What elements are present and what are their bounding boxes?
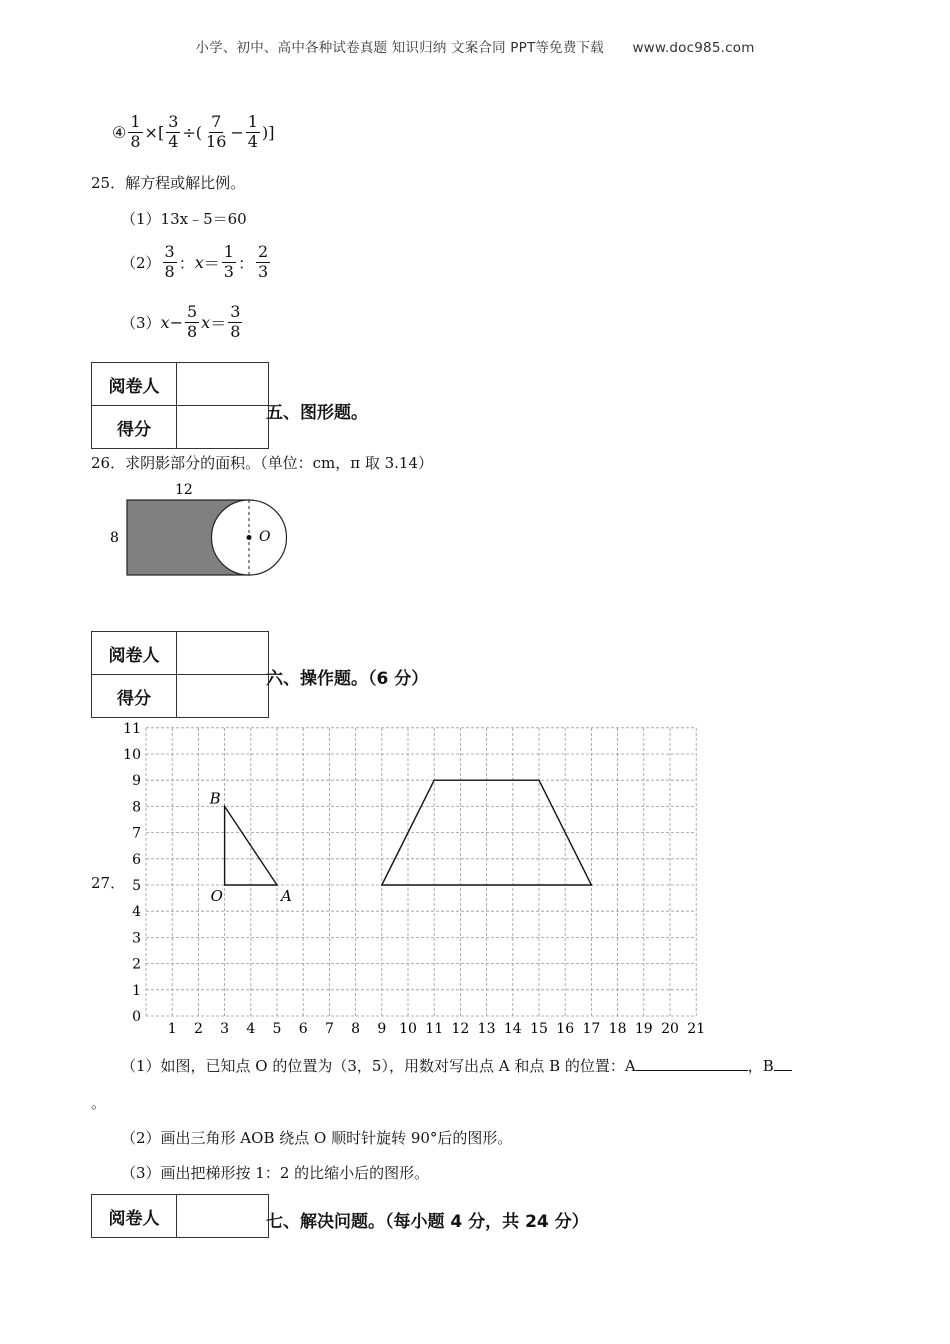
equals: ＝ (203, 253, 220, 273)
numerator: 1 (130, 112, 141, 131)
section5-heading: 五、图形题。 (266, 403, 368, 423)
item-marker: ④ (112, 122, 127, 142)
x-tick-label: 20 (661, 1021, 679, 1036)
colon: ： (178, 253, 195, 273)
q25-part1: （1）13x﹣5＝60 (121, 210, 247, 228)
part-label: （2） (121, 253, 161, 272)
numerator: 2 (258, 242, 269, 261)
y-tick-label: 4 (132, 904, 141, 921)
x-tick-label: 16 (556, 1021, 575, 1036)
point-label-b: B (209, 789, 221, 808)
numerator: 5 (186, 302, 198, 321)
answer-blank-b[interactable] (774, 1056, 792, 1071)
q27-part1-end: 。 (91, 1094, 107, 1112)
x-tick-label: 11 (425, 1021, 444, 1036)
x-tick-label: 9 (377, 1021, 387, 1036)
fraction (204, 114, 228, 151)
y-tick-label: 8 (132, 799, 141, 816)
score-label: 得分 (92, 406, 177, 449)
q27-part2: （2）画出三角形 AOB 绕点 O 顺时针旋转 90°后的图形。 (121, 1129, 513, 1147)
variable-x: x (194, 252, 204, 272)
denominator: 4 (168, 131, 179, 151)
y-tick-label: 5 (132, 878, 141, 894)
answer-blank-a[interactable] (636, 1056, 748, 1071)
y-tick-label: 7 (132, 825, 141, 842)
fraction (185, 304, 199, 341)
x-tick-label: 14 (503, 1021, 522, 1036)
numerator: 7 (211, 112, 222, 131)
q25-title: 25．解方程或解比例。 (91, 174, 246, 192)
width-label: 12 (175, 482, 193, 498)
x-tick-label: 1 (167, 1021, 177, 1036)
x-tick-label: 4 (246, 1021, 256, 1036)
grid-lines (146, 728, 696, 1016)
operator: − (230, 122, 244, 142)
shaded-area-figure (105, 478, 295, 582)
denominator: 3 (258, 261, 269, 281)
y-tick-label: 3 (132, 930, 141, 947)
fraction (128, 114, 142, 151)
reviewer-field[interactable] (177, 1195, 269, 1238)
score-field[interactable] (177, 675, 269, 718)
q24-item4-expression (112, 114, 274, 151)
y-tick-label: 0 (132, 1009, 141, 1025)
fraction (246, 114, 260, 151)
denominator: 4 (247, 131, 258, 151)
section7-heading: 七、解决问题。（每小题 4 分，共 24 分） (266, 1212, 589, 1232)
denominator: 8 (230, 321, 241, 341)
denominator: 8 (130, 131, 141, 151)
denominator: 16 (206, 131, 227, 151)
score-label: 得分 (92, 675, 177, 718)
q27-part1 (121, 1055, 792, 1076)
denominator: 3 (223, 261, 234, 281)
x-tick-label: 13 (477, 1021, 496, 1036)
x-tick-label: 7 (324, 1021, 334, 1036)
operator: − (169, 312, 183, 332)
point-label-o: O (210, 887, 223, 905)
variable-x: x (201, 312, 211, 332)
q26-title: 26．求阴影部分的面积。（单位：cm，π 取 3.14） (91, 454, 434, 472)
colon: ： (237, 253, 254, 273)
operator: )] (261, 122, 275, 142)
x-tick-label: 21 (687, 1021, 706, 1036)
fraction (166, 114, 180, 151)
numerator: 3 (168, 112, 179, 131)
numerator: 3 (230, 302, 241, 321)
y-tick-label: 1 (132, 982, 141, 999)
header-site: www.doc985.com (632, 40, 755, 56)
point-label-a: A (281, 887, 292, 905)
numerator: 3 (164, 242, 175, 261)
reviewer-label: 阅卷人 (92, 632, 177, 675)
center-point (247, 535, 252, 540)
header-title: 小学、初中、高中各种试卷真题 知识归纳 文案合同 PPT等免费下载 (195, 40, 604, 56)
part-label: （3） (121, 313, 161, 332)
x-tick-label: 19 (634, 1021, 653, 1036)
operator: ×[ (144, 122, 165, 142)
reviewer-field[interactable] (177, 632, 269, 675)
score-box (91, 362, 269, 449)
q27-part3: （3）画出把梯形按 1：2 的比缩小后的图形。 (121, 1164, 430, 1182)
coordinate-grid (118, 714, 710, 1036)
fraction (163, 244, 177, 281)
q27-number: 27． (91, 874, 126, 892)
y-tick-label: 11 (123, 720, 141, 737)
page-header (0, 36, 950, 56)
denominator: 8 (164, 261, 175, 281)
x-tick-label: 12 (451, 1021, 470, 1036)
reviewer-label: 阅卷人 (92, 363, 177, 406)
x-tick-label: 8 (351, 1021, 361, 1036)
operator: ÷( (182, 122, 203, 142)
q25-part2 (121, 244, 272, 281)
x-tick-label: 5 (272, 1021, 282, 1036)
x-tick-label: 18 (608, 1021, 627, 1036)
x-tick-label: 15 (530, 1021, 548, 1036)
score-field[interactable] (177, 406, 269, 449)
x-tick-label: 6 (298, 1021, 308, 1036)
variable-x: x (160, 312, 170, 332)
numerator: 1 (247, 112, 258, 131)
y-tick-label: 6 (132, 851, 141, 868)
reviewer-field[interactable] (177, 363, 269, 406)
equals: ＝ (210, 313, 227, 333)
q27-part1-text: （1）如图，已知点 O 的位置为（3，5），用数对写出点 A 和点 B 的位置：A (121, 1057, 636, 1075)
reviewer-label: 阅卷人 (92, 1195, 177, 1238)
q25-part3 (121, 304, 244, 341)
score-box (91, 1194, 269, 1238)
center-label: O (259, 529, 271, 545)
q27-part1-mid: ，B (747, 1057, 774, 1075)
x-tick-label: 10 (399, 1021, 417, 1036)
x-tick-label: 3 (220, 1021, 230, 1036)
y-tick-label: 2 (132, 956, 141, 973)
y-tick-label: 9 (132, 773, 141, 790)
numerator: 1 (223, 242, 234, 261)
height-label: 8 (110, 530, 119, 546)
x-tick-label: 2 (193, 1021, 203, 1036)
denominator: 8 (186, 321, 198, 341)
fraction (228, 304, 242, 341)
section6-heading: 六、操作题。（6 分） (266, 669, 429, 689)
x-tick-label: 17 (582, 1021, 601, 1036)
score-box (91, 631, 269, 718)
fraction (256, 244, 270, 281)
fraction (222, 244, 236, 281)
y-tick-label: 10 (123, 747, 141, 763)
